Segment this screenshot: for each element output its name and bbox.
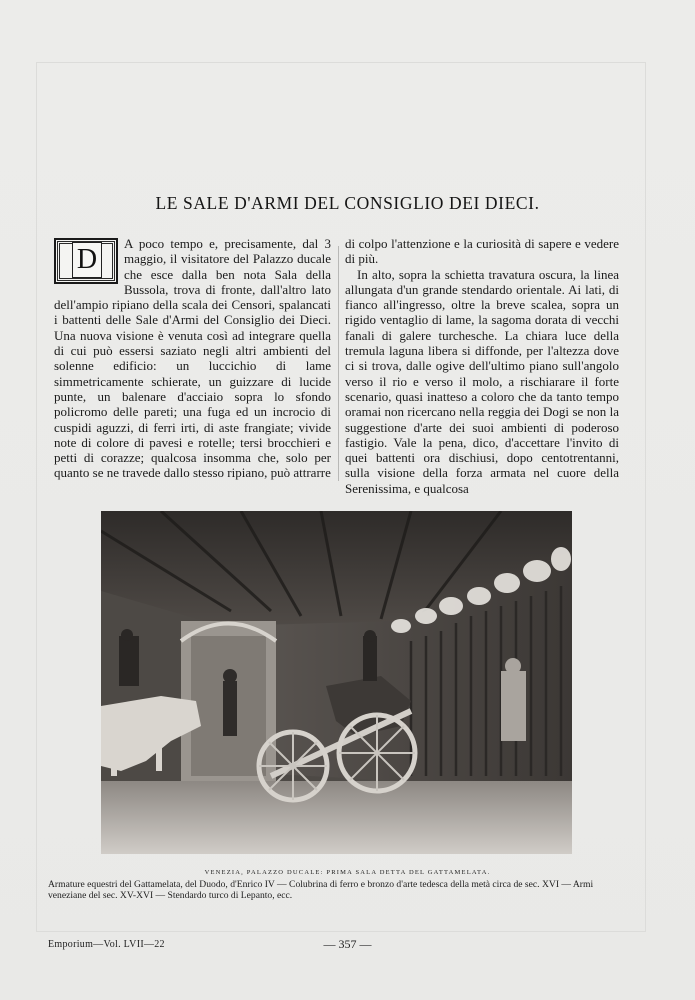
figure-caption: Armature equestri del Gattamelata, del Duodo, d'Enrico IV — Colubrina di ferro e bronzo d'arte tedesca della metà circa de sec. XVI — Armi veneziane del sec. XV-XVI — Stendardo turco di Lepanto, ecc. (48, 879, 594, 901)
initial-letter: D (72, 242, 102, 278)
column-divider (338, 246, 339, 481)
left-paragraph: A poco tempo e, precisamente, dal 3 maggio, il visitatore del Palazzo ducale che esce dalla ben nota Sala della Bussola, trova di fronte, dall'altro lato dell'ampio ripiano della scala dei Censori, spalancati i battenti delle Sale d'Armi del Consiglio dei Dieci. Una nuova visione è venuta così ad integrare quella di cui può essersi saziato negli altri ambienti del solenne edificio: un luccichio di lame simmetricamente schierate, un guizzare di lucide punte, un balenare d'acciaio sopra lo sfondo policromo delle pareti; una fuga ed un incrocio di cuspidi aguzzi, di ferri irti, di aste frangiate; vivide note di colore di pavesi e rotelle; tersi brocchieri e petti di corazze; qualcosa insomma che, solo per quanto se ne travede dallo stesso ripiano, può attrarre (54, 236, 331, 481)
figure-caption-title: VENEZIA, PALAZZO DUCALE: PRIMA SALA DETTA DEL GATTAMELATA. (204, 869, 491, 876)
article-title: LE SALE D'ARMI DEL CONSIGLIO DEI DIECI. (155, 193, 540, 213)
left-column (54, 236, 331, 481)
right-column (345, 236, 619, 496)
journal-running-footer: Emporium—Vol. LVII—22 (48, 939, 165, 950)
armory-hall-photo-drawing (101, 511, 572, 854)
armory-hall-photo (101, 511, 572, 854)
right-paragraph-continuation: di colpo l'attenzione e la curiosità di sapere e vedere di più. (345, 236, 619, 267)
right-paragraph: In alto, sopra la schietta travatura oscura, la linea allungata d'un grande stendardo orientale. Ai lati, di fianco all'ingresso, oltre la breve scalea, sopra un rigido ventaglio di lame, la sagoma dorata di vecchi fanali di galere turchesche. La chiara luce della tremula laguna libera si diffonde, per l'altezza dove ci si trova, dalle ogive dell'ultimo piano sull'angolo verso il rio e verso il molo, a rischiarare il forte scenario, quasi inatteso a coloro che da tanto tempo oramai non ricercano nella reggia dei Dogi se non la suggestione d'arte dei suoi ambienti di poderoso fastigio. Vale la pena, dico, d'accettare l'invito di quei battenti ora dischiusi, dopo centotrentanni, sulla visione della forza armata nel cuore della Serenissima, e qualcosa (345, 266, 619, 496)
page-number: — 357 — (323, 937, 372, 951)
ornamental-initial (54, 238, 118, 284)
